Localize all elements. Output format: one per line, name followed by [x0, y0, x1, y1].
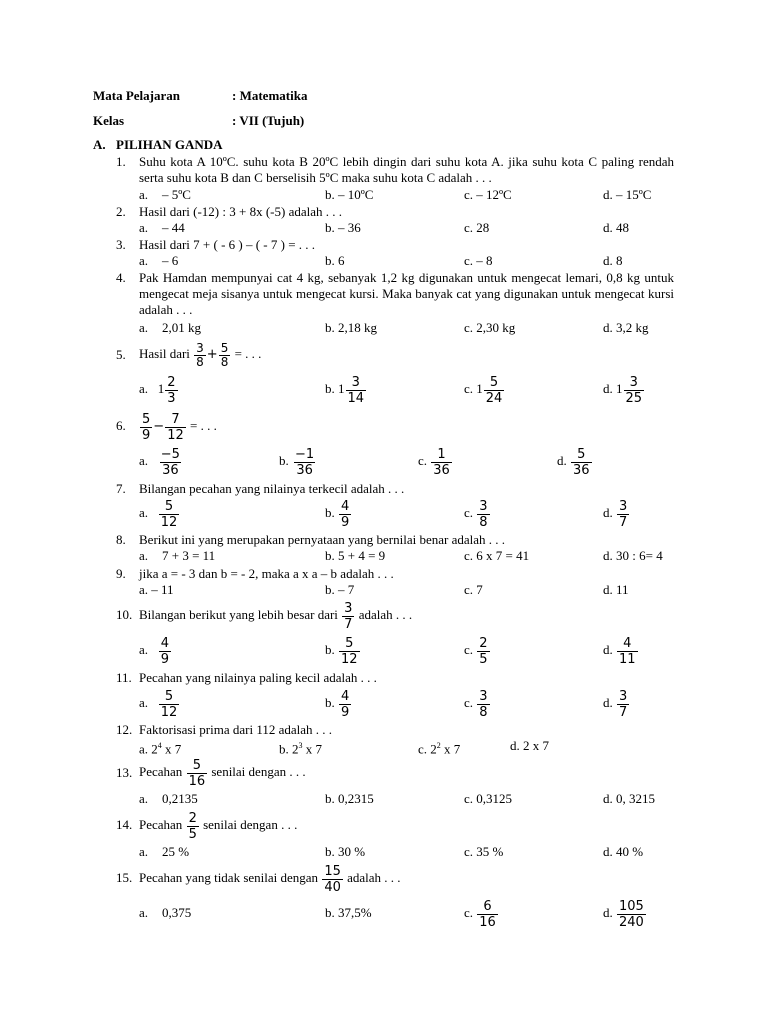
fraction: $\frac{3}{7}$ [344, 600, 353, 632]
option-b: b. 30 % [325, 844, 366, 859]
question-text-row [139, 808, 297, 842]
option-d: d. 3,2 kg [603, 320, 649, 335]
option-label-a: a. [139, 905, 149, 920]
question-number: 2. [116, 204, 126, 219]
question-number: 10. [116, 607, 133, 622]
option-c: c. $\frac{6}{16}$ [464, 898, 496, 930]
class-label: Kelas [93, 113, 125, 128]
question-text-row [139, 755, 306, 789]
option-label-a: a. [139, 220, 149, 235]
option-a: a. $\frac{4}{9}$ [139, 635, 170, 667]
question-suffix: = . . . [234, 346, 262, 361]
option-a: a. $\frac{5}{12}$ [139, 688, 178, 720]
option-c: c. 7 [464, 582, 483, 597]
question-text: Pecahan [139, 764, 183, 779]
option-b: b. 2,18 kg [325, 320, 377, 335]
option-label-a: a. [139, 548, 149, 563]
option-c: c. $\frac{3}{8}$ [464, 688, 488, 720]
option-c: c. – 8 [464, 253, 493, 268]
fraction: $\frac{6}{16}$ [479, 898, 496, 930]
option-d: d. 30 : 6= 4 [603, 548, 663, 563]
option-d: d. 1 $\frac{3}{25}$ [603, 374, 643, 406]
question-text-row [139, 337, 261, 372]
option-b: b. 1 $\frac{3}{14}$ [325, 374, 365, 406]
option-b: b. 0,2315 [325, 791, 374, 806]
option-a: 2,01 kg [162, 320, 201, 335]
question-text: Pecahan yang nilainya paling kecil adalah . . . [139, 670, 377, 685]
fraction: $\frac{-5}{36}$ [160, 446, 180, 478]
operator: − [153, 419, 165, 434]
fraction: $\frac{3}{8}$ [479, 688, 488, 720]
option-label-a: a. [139, 253, 149, 268]
option-b: b. 5 + 4 = 9 [325, 548, 386, 563]
option-b: b. 6 [325, 253, 345, 268]
option-d: d. 2 x 7 [510, 738, 549, 753]
option-label-a: a. [139, 320, 149, 335]
question-suffix: senilai dengan . . . [211, 764, 306, 779]
option-a: 0,375 [162, 905, 192, 920]
option-c: c. $\frac{3}{8}$ [464, 498, 488, 530]
option-d: d. 8 [603, 253, 623, 268]
fraction: $\frac{3}{8}$ [196, 340, 204, 369]
question-text: Pecahan yang tidak senilai dengan [139, 870, 319, 885]
question-number: 4. [116, 270, 126, 285]
fraction: $\frac{2}{5}$ [479, 635, 488, 667]
option-d: d. $\frac{105}{240}$ [603, 898, 644, 930]
question-text-row [139, 409, 217, 444]
question-text: Pecahan [139, 817, 183, 832]
fraction: $\frac{4}{9}$ [160, 635, 170, 667]
option-c: c. $\frac{1}{36}$ [418, 446, 450, 478]
option-c: c. $\frac{2}{5}$ [464, 635, 488, 667]
question-text: Hasil dari 7 + ( - 6 ) – ( - 7 ) = . . . [139, 237, 316, 252]
option-d: d. $\frac{3}{7}$ [603, 498, 628, 530]
fraction: $\frac{5}{36}$ [573, 446, 590, 478]
question-number: 12. [116, 722, 133, 737]
question-number: 5. [116, 347, 126, 362]
fraction: $\frac{5}{12}$ [341, 635, 358, 667]
option-a: 0,2135 [162, 791, 198, 806]
fraction: $\frac{3}{7}$ [619, 688, 628, 720]
operator: + [206, 347, 218, 362]
subject-value: : Matematika [232, 88, 308, 103]
question-number: 11. [116, 670, 132, 685]
question-suffix: = . . . [189, 418, 217, 433]
option-d: d. $\frac{4}{11}$ [603, 635, 636, 667]
option-label-a: a. [139, 187, 149, 202]
question-number: 14. [116, 817, 133, 832]
question-suffix: adalah . . . [358, 607, 413, 622]
fraction: $\frac{3}{25}$ [625, 374, 643, 406]
option-a: a. $2^4$ x 7 [139, 741, 182, 757]
fraction: $\frac{4}{9}$ [341, 688, 350, 720]
fraction: $\frac{5}{24}$ [485, 374, 503, 406]
option-c: c. 0,3125 [464, 791, 513, 806]
option-b: b. $\frac{-1}{36}$ [279, 446, 315, 478]
question-number: 8. [116, 532, 126, 547]
question-number: 9. [116, 566, 126, 581]
fraction: $\frac{1}{36}$ [433, 446, 450, 478]
option-b: b. – 36 [325, 220, 361, 235]
fraction: $\frac{5}{12}$ [160, 688, 178, 720]
fraction: $\frac{15}{40}$ [324, 863, 341, 895]
question-text: Suhu kota A 10ºC. suhu kota B 20ºC lebih dingin dari suhu kota A. jika suhu kota C paling rendah serta suhu kota B dan C berselisih 5ºC maka suhu kota C adalah . . . [139, 154, 674, 185]
fraction: $\frac{5}{12}$ [160, 498, 178, 530]
question-text: Hasil dari (-12) : 3 + 8x (-5) adalah . . . [139, 204, 342, 219]
option-b: b. – 10ºC [325, 187, 374, 202]
option-d: d. $\frac{3}{7}$ [603, 688, 628, 720]
option-c: c. 35 % [464, 844, 504, 859]
question-text: jika a = - 3 dan b = - 2, maka a x a – b adalah . . . [139, 566, 394, 581]
option-a: 7 + 3 = 11 [162, 548, 216, 563]
option-d: d. 11 [603, 582, 629, 597]
question-text: Bilangan pecahan yang nilainya terkecil adalah . . . [139, 481, 405, 496]
fraction: $\frac{5}{16}$ [188, 757, 206, 789]
question-text: Berikut ini yang merupakan pernyataan yang bernilai benar adalah . . . [139, 532, 506, 547]
option-c: c. 28 [464, 220, 490, 235]
fraction: $\frac{7}{12}$ [167, 411, 184, 443]
option-a: a. 1 $\frac{2}{3}$ [139, 374, 176, 406]
question-number: 13. [116, 765, 133, 780]
option-a: a. $\frac{5}{12}$ [139, 498, 178, 530]
question-suffix: senilai dengan . . . [203, 817, 298, 832]
question-number: 15. [116, 870, 133, 885]
fraction: $\frac{4}{11}$ [619, 635, 636, 667]
option-label-a: a. [139, 791, 149, 806]
question-text-row [139, 861, 401, 895]
option-b: b. – 7 [325, 582, 355, 597]
option-c: c. – 12ºC [464, 187, 512, 202]
option-a: a. – 11 [139, 582, 174, 597]
section-title: PILIHAN GANDA [116, 137, 223, 152]
class-value: : VII (Tujuh) [232, 113, 305, 128]
option-b: b. $\frac{4}{9}$ [325, 688, 350, 720]
fraction: $\frac{2}{5}$ [188, 810, 197, 842]
option-a: a. $\frac{-5}{36}$ [139, 446, 180, 478]
option-b: b. $\frac{4}{9}$ [325, 498, 350, 530]
fraction: $\frac{3}{8}$ [479, 498, 488, 530]
option-d: d. 40 % [603, 844, 644, 859]
option-b: b. $2^3$ x 7 [279, 741, 322, 757]
question-number: 6. [116, 418, 126, 433]
option-c: c. 1 $\frac{5}{24}$ [464, 374, 503, 406]
question-suffix: adalah . . . [347, 870, 401, 885]
fraction: $\frac{3}{7}$ [619, 498, 628, 530]
question-number: 3. [116, 237, 126, 252]
fraction: $\frac{5}{9}$ [142, 411, 151, 443]
option-c: c. 2,30 kg [464, 320, 516, 335]
fraction: $\frac{-1}{36}$ [295, 446, 315, 478]
question-text: Bilangan berikut yang lebih besar dari [139, 607, 338, 622]
fraction: $\frac{5}{8}$ [220, 340, 229, 369]
question-text: Hasil dari [139, 346, 190, 361]
section-letter: A. [93, 137, 106, 152]
question-number: 1. [116, 154, 126, 169]
option-d: d. – 15ºC [603, 187, 652, 202]
option-label-a: a. [139, 844, 149, 859]
subject-label: Mata Pelajaran [93, 88, 181, 103]
option-b: b. $\frac{5}{12}$ [325, 635, 358, 667]
fraction: $\frac{4}{9}$ [341, 498, 350, 530]
question-text-row [139, 598, 412, 632]
fraction: $\frac{105}{240}$ [619, 898, 644, 930]
option-a: 25 % [162, 844, 190, 859]
option-d: d. $\frac{5}{36}$ [557, 446, 590, 478]
option-d: d. 0, 3215 [603, 791, 655, 806]
option-a: – 44 [162, 220, 185, 235]
fraction: $\frac{3}{14}$ [347, 374, 365, 406]
fraction: $\frac{2}{3}$ [167, 374, 176, 406]
question-text: Faktorisasi prima dari 112 adalah . . . [139, 722, 333, 737]
option-b: b. 37,5% [325, 905, 372, 920]
option-c: c. 6 x 7 = 41 [464, 548, 530, 563]
question-number: 7. [116, 481, 126, 496]
option-d: d. 48 [603, 220, 629, 235]
option-a: – 5ºC [162, 187, 191, 202]
option-c: c. $2^2$ x 7 [418, 741, 461, 757]
option-a: – 6 [162, 253, 179, 268]
question-text: Pak Hamdan mempunyai cat 4 kg, sebanyak 1,2 kg digunakan untuk mengecat lemari, 0,8 kg untuk mengecat meja sisanya untuk mengecat kursi. Maka banyak cat yang digunakan untuk mengecat kursi adalah . . . [139, 270, 674, 317]
